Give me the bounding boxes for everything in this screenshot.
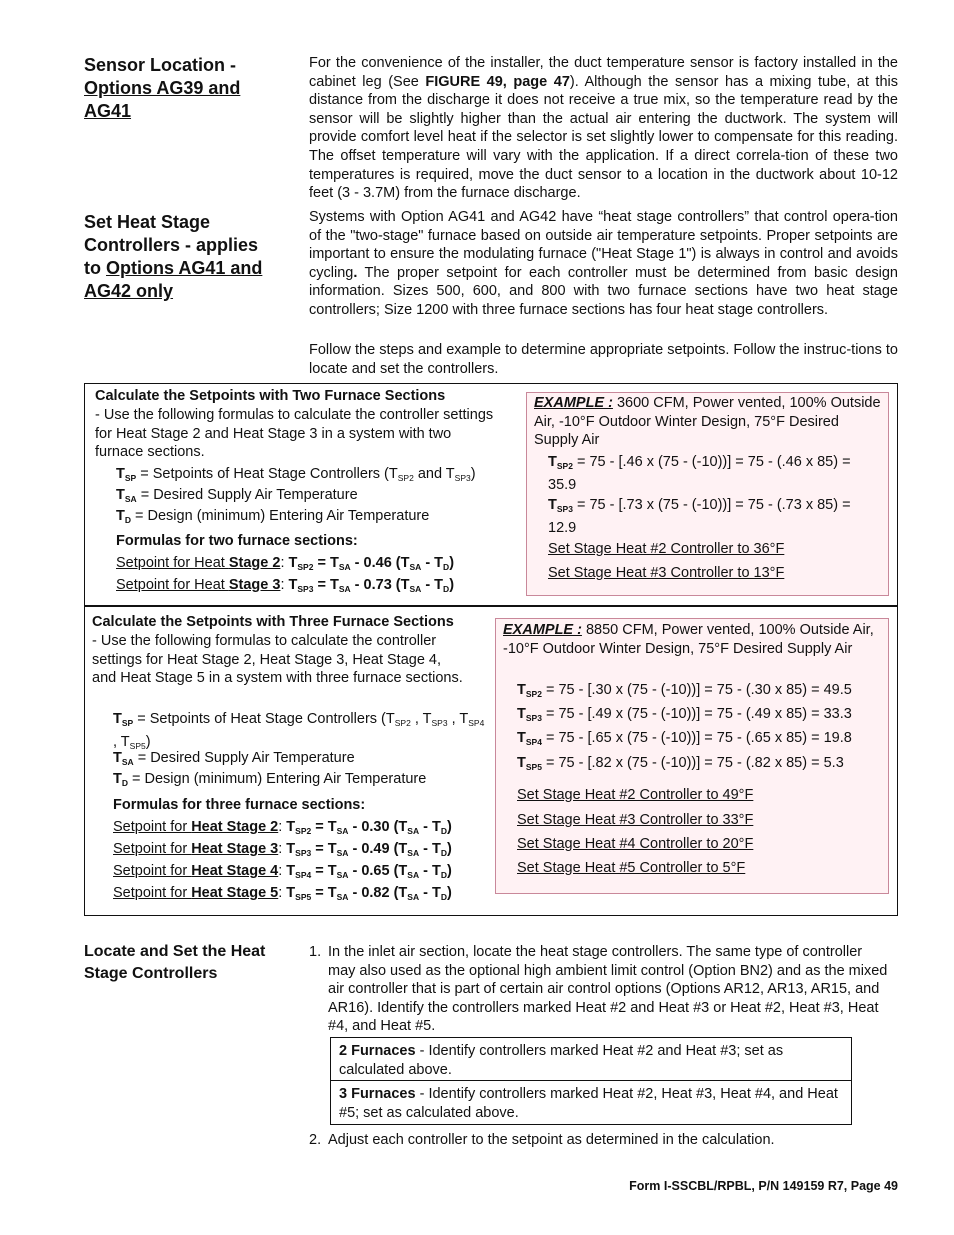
three-formula-stage-3: Setpoint for Heat Stage 3: $T_{SP3} = T_{SA} - 0.49$ $(T_{SA} - T_D)$ — [113, 841, 452, 858]
three-example-calc-2: $T_{SP3} = 75 - [.49$ x (75 - (-10))] = 75 - (.49 x 85) = 33.3 — [517, 706, 852, 723]
two-result-1: Set Stage Heat #2 Controller to 36°F — [548, 541, 785, 557]
two-result-2: Set Stage Heat #3 Controller to 13°F — [548, 565, 785, 581]
three-tsp-def: $T_{SP}$ = Setpoints of Heat Stage Controllers ($T_{SP2}$ , $T_{SP3}$ , $T_{SP4}$ , $T_{SP5}$) — [113, 711, 485, 751]
heat-stage-heading: Set Heat Stage Controllers - applies to Options AG41 and AG42 only — [84, 212, 263, 301]
page-footer: Form I-SSCBL/RPBL, P/N 149159 R7, Page 49 — [629, 1179, 898, 1193]
heat-stage-body-2: Follow the steps and example to determine appropriate setpoints. Follow the instruc-tions to locate and set the controllers. — [309, 342, 898, 377]
sensor-location-heading: Sensor Location - Options AG39 and AG41 — [84, 55, 241, 121]
three-formula-stage-4: Setpoint for Heat Stage 4: $T_{SP4} = T_{SA} - 0.65$ $(T_{SA} - T_D)$ — [113, 863, 452, 880]
three-furnace-intro: - Use the following formulas to calculate the controller settings for Heat Stage 2, Heat Stage 3, Heat Stage 4, and Heat Stage 5 in a system with three furnace sections. — [92, 633, 463, 686]
two-formulas-title: Formulas for two furnace sections: — [116, 533, 358, 549]
two-example-calc-2: $T_{SP3} = 75 - [.73$ x (75 - (-10))] = 75 - (.73 x 85) = 12.9 — [548, 497, 851, 536]
locate-step-1-number: 1. — [309, 944, 322, 960]
three-result-3: Set Stage Heat #4 Controller to 20°F — [517, 836, 754, 852]
two-tsp-def: $T_{SP}$ = Setpoints of Heat Stage Controllers ($T_{SP2}$ and $T_{SP3}$) — [116, 466, 476, 483]
locate-step-2: Adjust each controller to the setpoint as determined in the calculation. — [328, 1132, 775, 1148]
two-example-calc-1: $T_{SP2} = 75 - [.46$ x (75 - (-10))] = 75 - (.46 x 85) = 35.9 — [548, 454, 851, 493]
two-example-text: EXAMPLE : 3600 CFM, Power vented, 100% Outside Air, -10°F Outdoor Winter Design, 75°F Desired Supply Air — [534, 395, 881, 448]
three-formula-stage-5: Setpoint for Heat Stage 5: $T_{SP5} = T_{SA} - 0.82$ $(T_{SA} - T_D)$ — [113, 885, 452, 902]
three-example-text: EXAMPLE : 8850 CFM, Power vented, 100% Outside Air, -10°F Outdoor Winter Design, 75°F Desired Supply Air — [503, 622, 874, 657]
locate-heading: Locate and Set the Heat Stage Controllers — [84, 943, 266, 982]
two-formula-stage-2: Setpoint for Heat Stage 2: $T_{SP2} = T_{SA} - 0.46$ $(T_{SA} - T_D)$ — [116, 555, 455, 572]
two-furnace-title: Calculate the Setpoints with Two Furnace Sections — [95, 388, 446, 404]
two-formula-stage-3: Setpoint for Heat Stage 3: $T_{SP3} = T_{SA} - 0.73$ $(T_{SA} - T_D)$ — [116, 577, 455, 594]
three-formulas-title: Formulas for three furnace sections: — [113, 797, 366, 813]
heat-stage-body: Systems with Option AG41 and AG42 have “heat stage controllers” that control opera-tion of the "two-stage" furnace based on outside air temperature setpoints. Proper setpoints are important to ensure the modulating furnace ("Heat Stage 1") is always in control and avoids cycling. The proper setpoint for each controller must be determined from basic design information. Sizes 500, 600, and 800 with two furnace sections have two heat stage controllers; Size 1200 with three furnace sections has four heat stage controllers. — [309, 209, 898, 318]
three-example-calc-1: $T_{SP2} = 75 - [.30$ x (75 - (-10))] = 75 - (.30 x 85) = 49.5 — [517, 682, 852, 699]
two-td-def: $T_D$ = Design (minimum) Entering Air Temperature — [116, 508, 430, 525]
two-furnaces-row: 2 Furnaces - Identify controllers marked Heat #2 and Heat #3; set as calculated above. — [330, 1037, 852, 1081]
three-example-calc-4: $T_{SP5} = 75 - [.82$ x (75 - (-10))] = 75 - (.82 x 85) = 5.3 — [517, 755, 844, 772]
three-result-4: Set Stage Heat #5 Controller to 5°F — [517, 860, 746, 876]
two-tsa-def: $T_{SA}$ = Desired Supply Air Temperature — [116, 487, 358, 504]
locate-step-2-number: 2. — [309, 1132, 322, 1148]
three-furnace-title: Calculate the Setpoints with Three Furnace Sections — [92, 614, 454, 630]
three-td-def: $T_D$ = Design (minimum) Entering Air Temperature — [113, 771, 427, 788]
two-furnace-intro: - Use the following formulas to calculate the controller settings for Heat Stage 2 and Heat Stage 3 in a system with two furnace sections. — [95, 407, 494, 460]
three-furnaces-row: 3 Furnaces - Identify controllers marked Heat #2, Heat #3, Heat #4, and Heat #5; set as calculated above. — [330, 1080, 852, 1125]
three-formula-stage-2: Setpoint for Heat Stage 2: $T_{SP2} = T_{SA} - 0.30$ $(T_{SA} - T_D)$ — [113, 819, 452, 836]
three-result-1: Set Stage Heat #2 Controller to 49°F — [517, 787, 754, 803]
sensor-location-body: For the convenience of the installer, the duct temperature sensor is factory installed in the cabinet leg (See FIGURE 49, page 47). Although the sensor has a mixing tube, at this distance from the discharge it does not receive a true mix, so the temperature read by the sensor will be slightly higher than the actual air entering the ductwork. The system will provide comfort level heat if the selector is set slightly lower to compensate for this reading. The offset temperature will vary with the application. If a direct correla-tion of these two temperatures is required, move the duct sensor to a location in the ductwork about 10-12 feet (3 - 3.7M) from the furnace discharge. — [309, 55, 898, 202]
three-tsa-def: $T_{SA}$ = Desired Supply Air Temperature — [113, 750, 355, 767]
three-result-2: Set Stage Heat #3 Controller to 33°F — [517, 812, 754, 828]
locate-step-1: In the inlet air section, locate the heat stage controllers. The same type of controller may also used as the optional high ambient limit control (Option BN2) and as the mixed air controller that is part of certain air control options (Options AR12, AR13, AR15, and AR16). Identify the controllers marked Heat #2 and Heat #3 or Heat #2, Heat #3, Heat #4, and Heat #5. — [328, 944, 888, 1034]
three-example-calc-3: $T_{SP4} = 75 - [.65$ x (75 - (-10))] = 75 - (.65 x 85) = 19.8 — [517, 730, 852, 747]
